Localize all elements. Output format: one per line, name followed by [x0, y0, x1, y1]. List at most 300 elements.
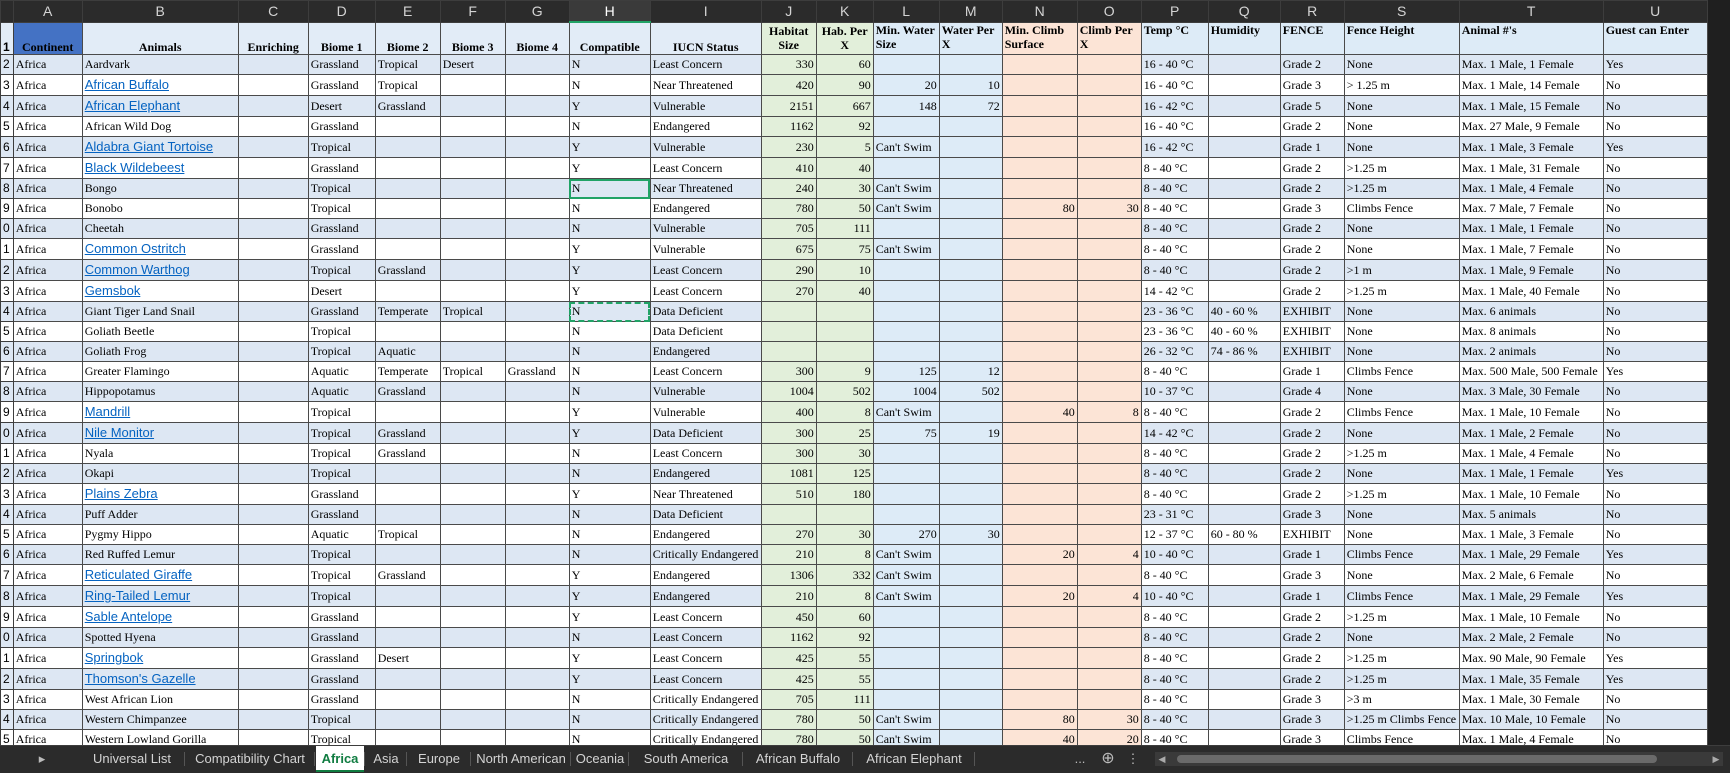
cell-u[interactable]: No — [1603, 690, 1707, 710]
row-number[interactable]: 8 — [1, 179, 14, 199]
cell-l[interactable]: 148 — [873, 96, 939, 117]
cell-u[interactable]: Yes — [1603, 464, 1707, 484]
cell-e[interactable] — [375, 484, 440, 505]
cell-d[interactable]: Tropical — [308, 137, 375, 158]
cell-i[interactable]: Least Concern — [650, 648, 761, 669]
cell-a[interactable]: Africa — [13, 710, 82, 730]
header-cell-s[interactable]: Fence Height — [1344, 22, 1459, 55]
column-header-u[interactable]: U — [1603, 1, 1707, 23]
cell-q[interactable]: 40 - 60 % — [1208, 322, 1280, 342]
cell-a[interactable]: Africa — [13, 281, 82, 302]
cell-h[interactable]: Y — [569, 402, 650, 423]
cell-n[interactable] — [1002, 669, 1077, 690]
cell-p[interactable]: 12 - 37 °C — [1141, 525, 1208, 545]
cell-n[interactable]: 20 — [1002, 586, 1077, 607]
cell-h[interactable]: N — [569, 302, 650, 322]
cell-p[interactable]: 8 - 40 °C — [1141, 158, 1208, 179]
cell-f[interactable] — [440, 322, 505, 342]
cell-b[interactable]: Okapi — [82, 464, 238, 484]
cell-n[interactable] — [1002, 96, 1077, 117]
cell-k[interactable]: 25 — [816, 423, 873, 444]
header-cell-e[interactable]: Biome 2 — [375, 22, 440, 55]
cell-j[interactable]: 410 — [761, 158, 816, 179]
cell-l[interactable] — [873, 648, 939, 669]
cell-e[interactable]: Desert — [375, 648, 440, 669]
cell-m[interactable] — [939, 342, 1002, 362]
cell-f[interactable] — [440, 137, 505, 158]
cell-t[interactable]: Max. 1 Male, 29 Female — [1459, 586, 1603, 607]
cell-q[interactable] — [1208, 55, 1280, 75]
cell-m[interactable] — [939, 219, 1002, 239]
cell-c[interactable] — [238, 628, 308, 648]
cell-s[interactable]: >1.25 m — [1344, 648, 1459, 669]
cell-k[interactable]: 180 — [816, 484, 873, 505]
row-number[interactable]: 2 — [1, 260, 14, 281]
cell-p[interactable]: 16 - 42 °C — [1141, 137, 1208, 158]
cell-d[interactable]: Tropical — [308, 586, 375, 607]
tab-african-buffalo[interactable]: African Buffalo — [755, 751, 841, 766]
cell-c[interactable] — [238, 362, 308, 382]
cell-c[interactable] — [238, 444, 308, 464]
column-header-d[interactable]: D — [308, 1, 375, 23]
cell-j[interactable]: 240 — [761, 179, 816, 199]
cell-n[interactable] — [1002, 75, 1077, 96]
cell-m[interactable]: 19 — [939, 423, 1002, 444]
cell-j[interactable]: 780 — [761, 730, 816, 746]
cell-l[interactable]: Can't Swim — [873, 402, 939, 423]
cell-j[interactable]: 510 — [761, 484, 816, 505]
cell-i[interactable]: Data Deficient — [650, 505, 761, 525]
row-number[interactable]: 5 — [1, 117, 14, 137]
cell-n[interactable]: 80 — [1002, 710, 1077, 730]
cell-e[interactable]: Grassland — [375, 96, 440, 117]
cell-s[interactable]: >1.25 m Climbs Fence — [1344, 710, 1459, 730]
cell-u[interactable]: No — [1603, 525, 1707, 545]
cell-k[interactable]: 92 — [816, 628, 873, 648]
cell-q[interactable] — [1208, 423, 1280, 444]
row-number[interactable]: 0 — [1, 628, 14, 648]
cell-n[interactable] — [1002, 362, 1077, 382]
cell-s[interactable]: >3 m — [1344, 690, 1459, 710]
cell-b[interactable] — [82, 75, 238, 96]
cell-b[interactable]: Bonobo — [82, 199, 238, 219]
cell-r[interactable]: EXHIBIT — [1280, 342, 1344, 362]
cell-m[interactable]: 72 — [939, 96, 1002, 117]
cell-b[interactable]: Giant Tiger Land Snail — [82, 302, 238, 322]
cell-c[interactable] — [238, 96, 308, 117]
cell-m[interactable] — [939, 545, 1002, 565]
cell-c[interactable] — [238, 464, 308, 484]
header-cell-t[interactable]: Animal #'s — [1459, 22, 1603, 55]
cell-c[interactable] — [238, 525, 308, 545]
cell-g[interactable] — [505, 484, 569, 505]
row-number[interactable]: 6 — [1, 137, 14, 158]
header-cell-p[interactable]: Temp °C — [1141, 22, 1208, 55]
cell-i[interactable]: Vulnerable — [650, 137, 761, 158]
cell-j[interactable]: 705 — [761, 219, 816, 239]
cell-d[interactable]: Grassland — [308, 484, 375, 505]
cell-t[interactable]: Max. 1 Male, 10 Female — [1459, 484, 1603, 505]
cell-b[interactable]: West African Lion — [82, 690, 238, 710]
cell-p[interactable]: 16 - 42 °C — [1141, 96, 1208, 117]
header-cell-h[interactable]: Compatible — [569, 22, 650, 55]
row-number[interactable]: 4 — [1, 96, 14, 117]
cell-a[interactable]: Africa — [13, 402, 82, 423]
cell-p[interactable]: 23 - 36 °C — [1141, 302, 1208, 322]
tab-scroll-next-button[interactable]: ▸ — [38, 751, 46, 766]
cell-k[interactable]: 111 — [816, 219, 873, 239]
cell-i[interactable]: Vulnerable — [650, 402, 761, 423]
cell-o[interactable] — [1077, 505, 1141, 525]
cell-h[interactable]: N — [569, 219, 650, 239]
cell-i[interactable]: Critically Endangered — [650, 690, 761, 710]
cell-k[interactable]: 75 — [816, 239, 873, 260]
row-number[interactable]: 3 — [1, 690, 14, 710]
cell-d[interactable]: Tropical — [308, 464, 375, 484]
cell-i[interactable]: Least Concern — [650, 281, 761, 302]
cell-n[interactable] — [1002, 628, 1077, 648]
cell-n[interactable] — [1002, 690, 1077, 710]
cell-g[interactable] — [505, 423, 569, 444]
cell-b[interactable]: Aardvark — [82, 55, 238, 75]
cell-p[interactable]: 10 - 37 °C — [1141, 382, 1208, 402]
cell-n[interactable] — [1002, 382, 1077, 402]
cell-g[interactable] — [505, 402, 569, 423]
cell-j[interactable] — [761, 505, 816, 525]
cell-j[interactable]: 300 — [761, 362, 816, 382]
cell-n[interactable]: 80 — [1002, 199, 1077, 219]
cell-c[interactable] — [238, 219, 308, 239]
cell-s[interactable]: None — [1344, 505, 1459, 525]
cell-l[interactable] — [873, 669, 939, 690]
header-cell-m[interactable]: Water Per X — [939, 22, 1002, 55]
cell-h[interactable]: Y — [569, 260, 650, 281]
cell-b[interactable] — [82, 158, 238, 179]
cell-r[interactable]: Grade 3 — [1280, 730, 1344, 746]
cell-r[interactable]: Grade 2 — [1280, 239, 1344, 260]
cell-n[interactable] — [1002, 158, 1077, 179]
cell-e[interactable] — [375, 586, 440, 607]
cell-k[interactable]: 55 — [816, 669, 873, 690]
cell-l[interactable] — [873, 464, 939, 484]
cell-i[interactable]: Near Threatened — [650, 484, 761, 505]
row-number[interactable]: 3 — [1, 281, 14, 302]
cell-l[interactable]: Can't Swim — [873, 565, 939, 586]
cell-t[interactable]: Max. 8 animals — [1459, 322, 1603, 342]
animal-link[interactable]: Common Warthog — [84, 262, 190, 277]
cell-e[interactable] — [375, 464, 440, 484]
cell-p[interactable]: 8 - 40 °C — [1141, 710, 1208, 730]
cell-t[interactable]: Max. 1 Male, 9 Female — [1459, 260, 1603, 281]
add-sheet-icon[interactable]: ⊕ — [1101, 750, 1115, 767]
cell-f[interactable] — [440, 628, 505, 648]
cell-r[interactable]: EXHIBIT — [1280, 525, 1344, 545]
cell-p[interactable]: 8 - 40 °C — [1141, 362, 1208, 382]
cell-s[interactable]: None — [1344, 137, 1459, 158]
cell-t[interactable]: Max. 1 Male, 7 Female — [1459, 239, 1603, 260]
cell-b[interactable]: Spotted Hyena — [82, 628, 238, 648]
cell-n[interactable] — [1002, 219, 1077, 239]
cell-g[interactable] — [505, 669, 569, 690]
cell-m[interactable] — [939, 179, 1002, 199]
cell-h[interactable]: N — [569, 525, 650, 545]
animal-link[interactable]: Reticulated Giraffe — [84, 567, 193, 582]
cell-m[interactable] — [939, 199, 1002, 219]
cell-j[interactable]: 270 — [761, 281, 816, 302]
cell-t[interactable]: Max. 5 animals — [1459, 505, 1603, 525]
cell-h[interactable]: Y — [569, 648, 650, 669]
header-cell-r[interactable]: FENCE — [1280, 22, 1344, 55]
cell-n[interactable] — [1002, 565, 1077, 586]
cell-b[interactable] — [82, 137, 238, 158]
cell-i[interactable]: Least Concern — [650, 669, 761, 690]
cell-l[interactable]: 20 — [873, 75, 939, 96]
cell-k[interactable]: 30 — [816, 179, 873, 199]
cell-k[interactable]: 50 — [816, 730, 873, 746]
cell-k[interactable]: 30 — [816, 525, 873, 545]
cell-d[interactable]: Grassland — [308, 628, 375, 648]
cell-c[interactable] — [238, 199, 308, 219]
cell-j[interactable]: 675 — [761, 239, 816, 260]
cell-u[interactable]: No — [1603, 382, 1707, 402]
cell-f[interactable]: Desert — [440, 55, 505, 75]
cell-f[interactable] — [440, 158, 505, 179]
cell-b[interactable]: African Wild Dog — [82, 117, 238, 137]
cell-b[interactable] — [82, 607, 238, 628]
cell-f[interactable] — [440, 586, 505, 607]
cell-u[interactable]: Yes — [1603, 137, 1707, 158]
cell-m[interactable] — [939, 710, 1002, 730]
cell-e[interactable] — [375, 179, 440, 199]
tab-north-american[interactable]: North American — [476, 751, 566, 766]
cell-h[interactable]: Y — [569, 484, 650, 505]
cell-c[interactable] — [238, 648, 308, 669]
cell-i[interactable]: Critically Endangered — [650, 710, 761, 730]
cell-o[interactable] — [1077, 239, 1141, 260]
row-number[interactable]: 4 — [1, 302, 14, 322]
column-header-s[interactable]: S — [1344, 1, 1459, 23]
cell-i[interactable]: Critically Endangered — [650, 730, 761, 746]
cell-b[interactable]: Nyala — [82, 444, 238, 464]
cell-r[interactable]: Grade 2 — [1280, 648, 1344, 669]
cell-u[interactable]: Yes — [1603, 55, 1707, 75]
cell-s[interactable]: Climbs Fence — [1344, 730, 1459, 746]
cell-h[interactable]: Y — [569, 239, 650, 260]
cell-d[interactable]: Tropical — [308, 260, 375, 281]
cell-q[interactable] — [1208, 565, 1280, 586]
cell-h[interactable]: Y — [569, 423, 650, 444]
cell-a[interactable]: Africa — [13, 444, 82, 464]
cell-l[interactable]: 75 — [873, 423, 939, 444]
cell-i[interactable]: Endangered — [650, 342, 761, 362]
cell-g[interactable] — [505, 55, 569, 75]
cell-p[interactable]: 8 - 40 °C — [1141, 690, 1208, 710]
cell-m[interactable] — [939, 137, 1002, 158]
cell-l[interactable] — [873, 505, 939, 525]
cell-o[interactable] — [1077, 525, 1141, 545]
cell-c[interactable] — [238, 281, 308, 302]
cell-a[interactable]: Africa — [13, 158, 82, 179]
cell-c[interactable] — [238, 179, 308, 199]
cell-k[interactable]: 90 — [816, 75, 873, 96]
column-header-m[interactable]: M — [939, 1, 1002, 23]
cell-h[interactable]: N — [569, 362, 650, 382]
cell-l[interactable] — [873, 690, 939, 710]
column-header-e[interactable]: E — [375, 1, 440, 23]
cell-p[interactable]: 8 - 40 °C — [1141, 565, 1208, 586]
cell-r[interactable]: Grade 5 — [1280, 96, 1344, 117]
cell-u[interactable]: No — [1603, 730, 1707, 746]
cell-h[interactable]: Y — [569, 158, 650, 179]
cell-f[interactable] — [440, 525, 505, 545]
cell-f[interactable] — [440, 565, 505, 586]
cell-u[interactable]: No — [1603, 565, 1707, 586]
cell-a[interactable]: Africa — [13, 179, 82, 199]
cell-e[interactable]: Grassland — [375, 423, 440, 444]
cell-q[interactable] — [1208, 281, 1280, 302]
cell-p[interactable]: 16 - 40 °C — [1141, 117, 1208, 137]
cell-d[interactable]: Aquatic — [308, 382, 375, 402]
cell-q[interactable] — [1208, 260, 1280, 281]
row-number[interactable]: 9 — [1, 199, 14, 219]
tab-africa[interactable]: Africa — [316, 746, 364, 772]
cell-u[interactable]: No — [1603, 260, 1707, 281]
cell-j[interactable]: 230 — [761, 137, 816, 158]
cell-c[interactable] — [238, 342, 308, 362]
cell-b[interactable]: Bongo — [82, 179, 238, 199]
tab-african-elephant[interactable]: African Elephant — [866, 751, 962, 766]
cell-c[interactable] — [238, 607, 308, 628]
cell-g[interactable] — [505, 158, 569, 179]
cell-e[interactable] — [375, 628, 440, 648]
scroll-left-icon[interactable]: ◀ — [1158, 754, 1166, 764]
cell-e[interactable] — [375, 730, 440, 746]
cell-u[interactable]: No — [1603, 444, 1707, 464]
cell-r[interactable]: Grade 3 — [1280, 199, 1344, 219]
animal-link[interactable]: Sable Antelope — [84, 609, 173, 624]
cell-t[interactable]: Max. 1 Male, 15 Female — [1459, 96, 1603, 117]
cell-n[interactable] — [1002, 444, 1077, 464]
cell-p[interactable]: 10 - 40 °C — [1141, 545, 1208, 565]
cell-o[interactable]: 4 — [1077, 586, 1141, 607]
cell-g[interactable] — [505, 545, 569, 565]
cell-a[interactable]: Africa — [13, 565, 82, 586]
cell-a[interactable]: Africa — [13, 525, 82, 545]
cell-d[interactable]: Grassland — [308, 239, 375, 260]
cell-s[interactable]: >1.25 m — [1344, 281, 1459, 302]
column-header-o[interactable]: O — [1077, 1, 1141, 23]
cell-f[interactable] — [440, 281, 505, 302]
cell-j[interactable]: 1081 — [761, 464, 816, 484]
cell-s[interactable]: None — [1344, 342, 1459, 362]
cell-q[interactable]: 60 - 80 % — [1208, 525, 1280, 545]
cell-t[interactable]: Max. 1 Male, 3 Female — [1459, 525, 1603, 545]
cell-q[interactable] — [1208, 402, 1280, 423]
cell-e[interactable] — [375, 137, 440, 158]
column-header-g[interactable]: G — [505, 1, 569, 23]
cell-j[interactable]: 1306 — [761, 565, 816, 586]
header-cell-l[interactable]: Min. Water Size — [873, 22, 939, 55]
select-all-corner[interactable] — [1, 1, 14, 23]
cell-t[interactable]: Max. 2 Male, 2 Female — [1459, 628, 1603, 648]
row-number[interactable]: 9 — [1, 607, 14, 628]
cell-s[interactable]: Climbs Fence — [1344, 545, 1459, 565]
cell-p[interactable]: 8 - 40 °C — [1141, 199, 1208, 219]
cell-h[interactable]: Y — [569, 96, 650, 117]
cell-r[interactable]: Grade 2 — [1280, 281, 1344, 302]
cell-c[interactable] — [238, 382, 308, 402]
cell-o[interactable]: 30 — [1077, 710, 1141, 730]
row-number[interactable]: 0 — [1, 219, 14, 239]
cell-g[interactable] — [505, 199, 569, 219]
cell-d[interactable]: Grassland — [308, 117, 375, 137]
cell-o[interactable] — [1077, 648, 1141, 669]
cell-b[interactable] — [82, 281, 238, 302]
row-number[interactable]: 9 — [1, 402, 14, 423]
cell-k[interactable]: 9 — [816, 362, 873, 382]
column-header-b[interactable]: B — [82, 1, 238, 23]
cell-n[interactable]: 40 — [1002, 730, 1077, 746]
cell-q[interactable] — [1208, 362, 1280, 382]
cell-e[interactable]: Temperate — [375, 302, 440, 322]
row-number[interactable]: 1 — [1, 444, 14, 464]
cell-o[interactable] — [1077, 423, 1141, 444]
cell-k[interactable]: 10 — [816, 260, 873, 281]
tab-compatibility-chart[interactable]: Compatibility Chart — [195, 751, 305, 766]
cell-t[interactable]: Max. 1 Male, 40 Female — [1459, 281, 1603, 302]
cell-k[interactable]: 667 — [816, 96, 873, 117]
cell-r[interactable]: Grade 2 — [1280, 607, 1344, 628]
cell-n[interactable] — [1002, 260, 1077, 281]
cell-o[interactable] — [1077, 117, 1141, 137]
cell-e[interactable] — [375, 117, 440, 137]
animal-link[interactable]: Gemsbok — [84, 283, 141, 298]
cell-n[interactable] — [1002, 648, 1077, 669]
cell-t[interactable]: Max. 1 Male, 30 Female — [1459, 690, 1603, 710]
more-tabs-button[interactable]: ... — [1074, 751, 1086, 766]
animal-link[interactable]: Ring-Tailed Lemur — [84, 588, 191, 603]
cell-o[interactable] — [1077, 362, 1141, 382]
cell-k[interactable]: 8 — [816, 586, 873, 607]
cell-k[interactable]: 60 — [816, 55, 873, 75]
cell-u[interactable]: No — [1603, 117, 1707, 137]
cell-k[interactable] — [816, 322, 873, 342]
cell-g[interactable] — [505, 302, 569, 322]
cell-l[interactable] — [873, 260, 939, 281]
cell-h[interactable]: Y — [569, 137, 650, 158]
cell-d[interactable]: Tropical — [308, 322, 375, 342]
cell-p[interactable]: 8 - 40 °C — [1141, 179, 1208, 199]
cell-g[interactable] — [505, 239, 569, 260]
cell-l[interactable] — [873, 322, 939, 342]
row-number[interactable]: 7 — [1, 565, 14, 586]
cell-d[interactable]: Aquatic — [308, 362, 375, 382]
cell-g[interactable] — [505, 179, 569, 199]
cell-e[interactable]: Tropical — [375, 525, 440, 545]
cell-c[interactable] — [238, 690, 308, 710]
cell-d[interactable]: Tropical — [308, 545, 375, 565]
cell-j[interactable]: 780 — [761, 710, 816, 730]
cell-i[interactable]: Vulnerable — [650, 382, 761, 402]
cell-h[interactable]: N — [569, 75, 650, 96]
cell-j[interactable]: 425 — [761, 648, 816, 669]
column-header-k[interactable]: K — [816, 1, 873, 23]
cell-p[interactable]: 8 - 40 °C — [1141, 239, 1208, 260]
cell-f[interactable] — [440, 464, 505, 484]
cell-p[interactable]: 23 - 36 °C — [1141, 322, 1208, 342]
animal-link[interactable]: Nile Monitor — [84, 425, 155, 440]
row-number[interactable]: 4 — [1, 710, 14, 730]
